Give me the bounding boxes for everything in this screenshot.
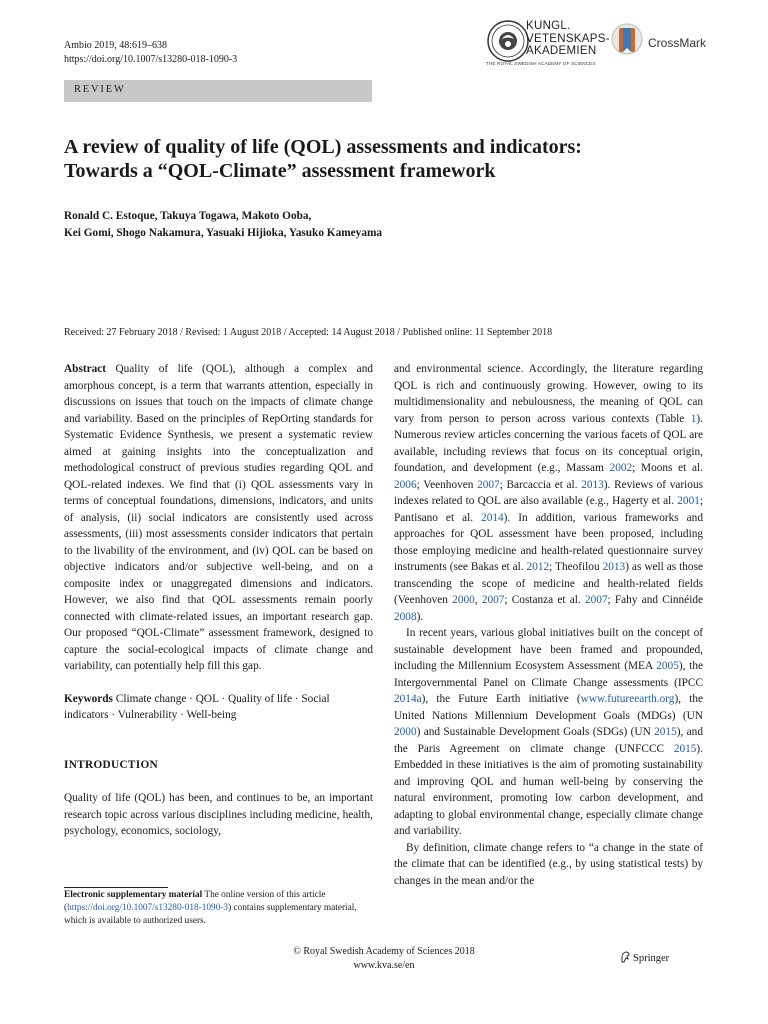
abstract <box>64 361 373 675</box>
springer-label: Springer <box>633 953 670 964</box>
journal-citation: Ambio 2019, 48:619–638 <box>64 40 168 51</box>
citation-link[interactable]: 2007 <box>477 478 500 491</box>
citation-link[interactable]: 2013 <box>602 561 626 573</box>
citation-link[interactable]: 2015 <box>673 742 697 755</box>
kva-wordmark: KUNGL. VETENSKAPS- AKADEMIEN <box>526 20 610 57</box>
footnote: Electronic supplementary material The online version of this article (https://doi.org/10.1007/s13280-018-1090-3) contains supplementary material, which is available to authorized users. <box>64 890 357 926</box>
citation-link[interactable]: 2007 <box>481 594 505 606</box>
crossmark-label: CrossMark <box>648 36 707 50</box>
body-paragraph-1: and environmental science. Accordingly, the literature regarding QOL is rich and continuously growing. However, owing to its multidimensionality and nebulousness, the meaning of QOL can vary from person to person across various contexts (Table 1). Numerous review articles concerning the various facets of QOL are available, including reviews that focus on its conceptual origin, foundation, and development (e.g., Massam 2002; Moons et al. 2006; Veenhoven 2007; Barcaccia et al. 2013). Reviews of various indexes related to QOL are also available (e.g., Hagerty et al. 2001; Pantisano et al. 2014). In addition, various frameworks and approaches for QOL assessment have been proposed, including those employing medicine and health-related questionnaire survey instruments (see Bakas et al. 2012; Theofilou 2013) as well as those transcending the scope of medicine and health-related fields (Veenhoven 2000, 2007; Costanza et al. 2007; Fahy and Cinnéide 2008). <box>394 363 703 623</box>
supplementary-doi-link[interactable]: https://doi.org/10.1007/s13280-018-1090-3 <box>67 903 229 913</box>
left-column <box>64 361 373 840</box>
citation-link[interactable]: 2005 <box>656 660 679 672</box>
citation-link[interactable]: 2012 <box>526 561 550 573</box>
journal-meta <box>64 39 237 67</box>
springer-logo <box>620 951 669 964</box>
citation-link[interactable]: 2000 <box>452 594 475 606</box>
crossmark-badge[interactable] <box>610 22 720 66</box>
citation-link[interactable]: 2006 <box>394 478 417 491</box>
body-paragraph-3: By definition, climate change refers to “a change in the state of the climate that can be identified (e.g., by using statistical tests) by changes in the mean and/or the <box>394 841 703 887</box>
citation-link[interactable]: 2013 <box>581 478 604 491</box>
doi-link[interactable]: https://doi.org/10.1007/s13280-018-1090-3 <box>64 54 238 65</box>
citation-link[interactable]: 2001 <box>677 495 700 507</box>
keywords <box>64 691 373 724</box>
citation-link[interactable]: 2000 <box>394 726 417 738</box>
abstract-label: Abstract <box>64 363 107 375</box>
author-list: Ronald C. Estoque, Takuya Togawa, Makoto Ooba, Kei Gomi, Shogo Nakamura, Yasuaki Hijioka, Yasuko Kameyama <box>64 210 383 239</box>
springer-horse-icon <box>620 951 631 963</box>
introduction-paragraph: Quality of life (QOL) has been, and continues to be, an important research topic across various disciplines including medicine, health, psychology, economics, sociology, <box>64 792 373 837</box>
citation-link[interactable]: 2014 <box>481 511 504 524</box>
citation-link[interactable]: 2014a <box>394 693 422 705</box>
keywords-text: Climate change · QOL · Quality of life · Social indicators · Vulnerability · Well-being <box>64 692 330 721</box>
futureearth-link[interactable]: www.futureearth.org <box>580 693 675 705</box>
keywords-label: Keywords <box>64 692 113 705</box>
kva-logo <box>486 19 612 69</box>
crossmark-icon <box>610 22 644 66</box>
citation-link[interactable]: 2007 <box>584 594 608 606</box>
kva-subtitle: THE ROYAL SWEDISH ACADEMY OF SCIENCES <box>486 61 596 66</box>
publication-dates: Received: 27 February 2018 / Revised: 1 August 2018 / Accepted: 14 August 2018 / Published online: 11 September 2018 <box>64 327 553 338</box>
right-column <box>394 361 703 889</box>
article-title: A review of quality of life (QOL) assessments and indicators: Towards a “QOL-Climate” assessment framework <box>64 136 582 182</box>
kva-seal-icon <box>486 19 530 63</box>
citation-link[interactable]: 2015 <box>654 726 677 738</box>
page-footer <box>234 945 534 973</box>
introduction-heading: INTRODUCTION <box>64 758 158 771</box>
body-paragraph-2: In recent years, various global initiatives built on the concept of sustainable development have been framed and propounded, including the Millennium Ecosystem Assessment (MEA 2005), the Intergovernmental Panel on Climate Change assessments (IPCC 2014a), the Future Earth initiative (www.futureearth.org), the United Nations Millennium Development Goals (MDGs) (UN 2000) and Sustainable Development Goals (SDGs) (UN 2015), and the Paris Agreement on climate change (UNFCCC 2015). Embedded in these initiatives is the aim of promoting sustainability and improving QOL and human well-being by conserving the natural environment, promoting low carbon development, and adapting to global environmental change, especially climate change and variability. <box>394 627 703 837</box>
copyright-notice: © Royal Swedish Academy of Sciences 2018 <box>293 946 475 957</box>
section-label: REVIEW <box>74 84 126 95</box>
citation-link[interactable]: 2002 <box>609 462 633 474</box>
footnote-rule <box>64 887 168 888</box>
abstract-text: Quality of life (QOL), although a complex and amorphous concept, is a term that warrants attention, especially in discussions on issues that touch on the impacts of climate change and variability. Based on the principles of RepOrting standards for Systematic Evidence Synthesis, we present a systematic review aimed at gaining insights into the conceptualization and methodological construct of previous studies regarding QOL and QOL-related indexes. We find that (i) QOL assessments vary in terms of conceptual foundations, dimensions, indicators, and units of analysis, (ii) social indicators are consistently used across assessments, (iii) most assessments consider indicators that pertain to the livability of the environment, and (iv) QOL can be based on objective indicators and/or subjective well-being, and on a composite index or unaggregated dimensions and indicators. However, we also find that QOL assessments remain poorly connected with climate-related issues, an important research gap. Our proposed “QOL-Climate” assessment framework, designed to capture the social-ecological impacts of climate change and variability, can potentially help fill this gap. <box>64 363 373 672</box>
footnote-label: Electronic supplementary material <box>64 890 203 900</box>
kva-url[interactable]: www.kva.se/en <box>353 960 415 971</box>
citation-link[interactable]: 2008 <box>394 610 417 623</box>
section-banner <box>64 80 372 102</box>
table-ref-link[interactable]: 1 <box>690 412 697 425</box>
